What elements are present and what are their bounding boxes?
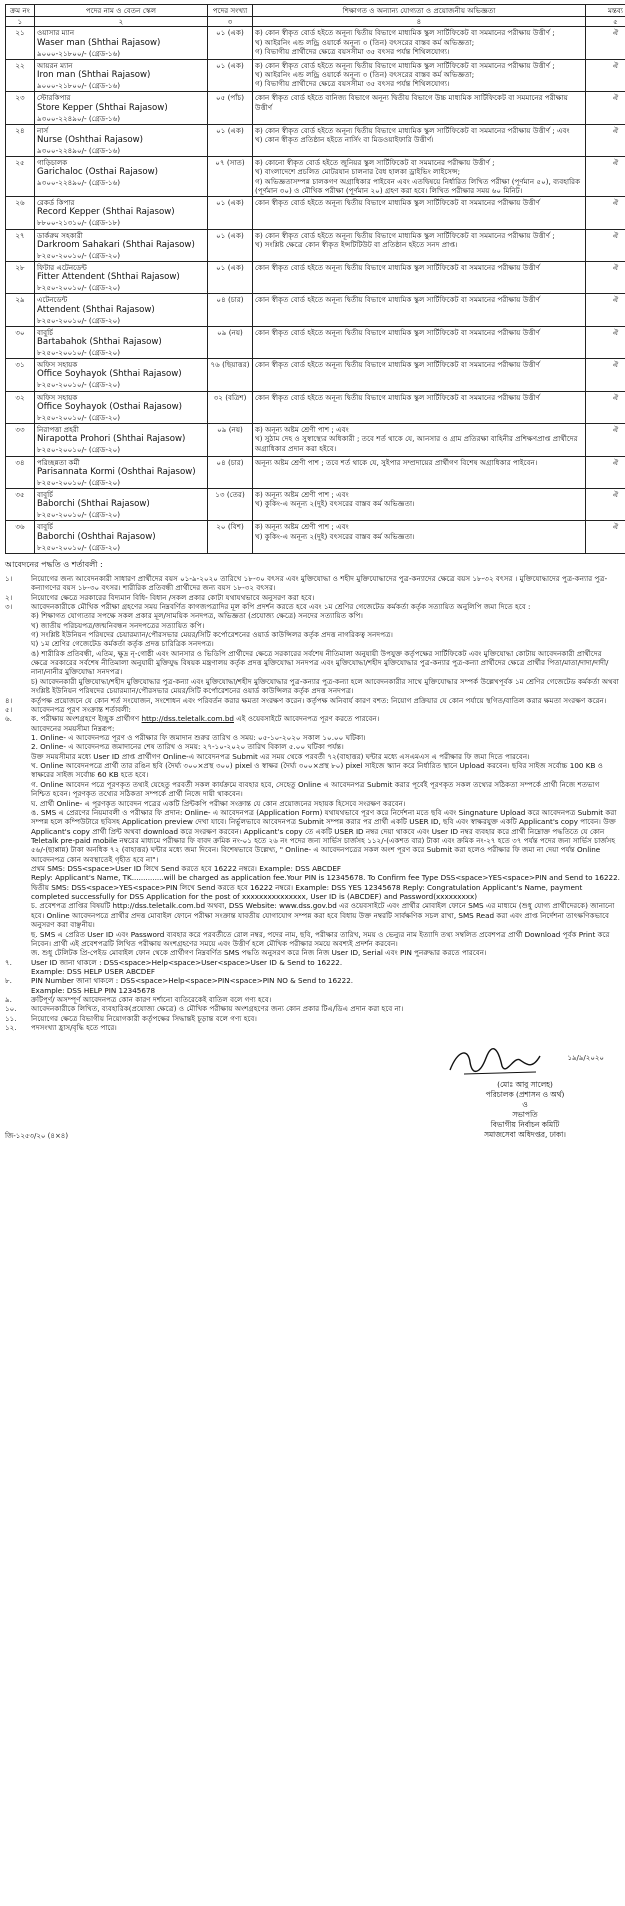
row-serial: ২৬ <box>6 197 35 229</box>
term-item <box>5 574 620 593</box>
header-post-name: পদের নাম ও বেতন স্কেল <box>35 5 208 17</box>
term-number: ৮. <box>5 976 12 986</box>
row-qualification <box>253 27 586 59</box>
application-website-link[interactable]: http://dss.teletalk.com.bd <box>141 714 234 724</box>
row-post-count: ০১ (এক) <box>208 124 253 156</box>
qualification-line: ক) অনূন্য অষ্টম শ্রেণী পাশ ; এবং <box>255 522 349 532</box>
post-name-bn: এটেনডেন্ট <box>37 295 68 305</box>
post-name-en: Garichaloc (Osthai Rajasow) <box>37 167 159 178</box>
row-post-name-cell <box>35 59 208 91</box>
row-qualification <box>253 124 586 156</box>
term-item <box>5 883 620 902</box>
term-item <box>5 976 620 985</box>
post-name-en: Attendent (Shthai Rajasow) <box>37 304 155 315</box>
post-name-en: Darkroom Sahakari (Shthai Rajasow) <box>37 239 195 250</box>
table-row <box>6 59 625 91</box>
qualification-line: কোন স্বীকৃত বোর্ড হইতে অনূন্য দ্বিতীয় বিভাগে মাধ্যমিক স্কুল সার্টিফিকেট বা সমমানের পরীক্ষায় উত্তীর্ণ <box>255 262 540 272</box>
row-serial: ৩১ <box>6 359 35 391</box>
qualification-line: ক) অনূন্য অষ্টম শ্রেণী পাশ ; এবং <box>255 490 349 499</box>
post-pay-scale: ৮২৫০-২০০১০/- (গ্রেড-২০) <box>37 283 121 293</box>
term-text: User ID জানা থাকলে : DSS<space>Help<space>User<space>User ID & Send to 16222. <box>31 957 343 967</box>
post-name-en: Parisannata Kormi (Oshthai Rajasow) <box>37 466 196 477</box>
term-text: খ) জাতীয় পরিচয়পত্র/জন্মনিবন্ধন সনদপত্রের সত্যায়িত কপি। <box>31 620 205 630</box>
row-remarks: ঐ <box>586 229 625 261</box>
post-name-en: Record Kepper (Shthai Rajasow) <box>37 207 175 218</box>
row-qualification <box>253 261 586 293</box>
row-remarks: ঐ <box>586 197 625 229</box>
row-remarks: ঐ <box>586 521 625 553</box>
column-number: ১ <box>6 17 35 27</box>
signatory <box>440 1044 610 1140</box>
post-pay-scale: ৯০০০-২১৮০০/- (গ্রেড-১৬) <box>37 48 121 58</box>
signatory-title: পরিচালক (প্রশাসন ও অর্থ) <box>485 1090 565 1100</box>
post-pay-scale: ৮২৫০-২০০১০/- (গ্রেড-২০) <box>37 380 121 390</box>
header-remarks: মন্তব্য <box>586 5 625 17</box>
term-text: কর্তৃপক্ষ প্রয়োজনে যে কোন শর্ত সংযোজন, সংশোধন এবং পরিবর্তন করার ক্ষমতা সংরক্ষণ করেন। কর্তৃপক্ষ অনিবার্য কারণ বশত: নিয়োগ প্রক্রিয়ার যে কোন পর্যায়ে স্থগিত/বাতিল করার ক্ষমতা সংরক্ষণ করেন। <box>31 695 607 705</box>
term-item <box>5 986 620 995</box>
term-text: ক্রটিপূর্ণ/ অসম্পূর্ণ আবেদনপত্র কোন কারণ দর্শানো ব্যতিরেকেই বাতিল বলে গণ্য হবে। <box>31 995 272 1005</box>
term-text: জ. শুধু টেলিটক প্রি-পেইড মোবাইল ফোন থেকে প্রার্থীগণ নিম্নবর্ণিত SMS পদ্ধতি অনুসরণ করে নিজ নিজ User ID, Serial এবং PIN পুনরুদ্ধার করতে পারবেন। <box>31 948 487 958</box>
row-serial: ২৫ <box>6 157 35 197</box>
post-pay-scale: ৮২৫০-২০০১০/- (গ্রেড-২০) <box>37 412 121 422</box>
term-number: ৬. <box>5 714 12 724</box>
row-serial: ৩২ <box>6 391 35 423</box>
post-name-en: Bartabahok (Shthai Rajasow) <box>37 337 162 348</box>
row-remarks: ঐ <box>586 92 625 124</box>
row-qualification <box>253 92 586 124</box>
term-item <box>5 1023 620 1032</box>
row-post-count: ০৯ (নয়) <box>208 326 253 358</box>
row-post-name-cell <box>35 294 208 326</box>
row-qualification <box>253 229 586 261</box>
term-item <box>5 1004 620 1013</box>
row-post-name-cell <box>35 261 208 293</box>
term-item <box>5 808 620 864</box>
table-row <box>6 157 625 197</box>
row-remarks: ঐ <box>586 391 625 423</box>
row-qualification <box>253 521 586 553</box>
term-text: আবেদনকারীকে লিখিত, ব্যবহারিক(প্রযোজ্য ক্ষেত্রে) ও মৌখিক পরীক্ষায় অংশগ্রহণের জন্য কোন প্রকার টিএ/ডিএ প্রদান করা হবে না। <box>31 1004 404 1014</box>
footer-code: জি-১২৫৩/২০ (৪×৪) <box>5 1132 69 1141</box>
term-item <box>5 799 620 808</box>
post-name-en: Nirapotta Prohori (Shthai Rajasow) <box>37 434 186 445</box>
row-post-name-cell <box>35 391 208 423</box>
post-name-en: Fitter Attendent (Shthai Rajasow) <box>37 272 180 283</box>
post-name-bn: পরিচ্ছন্নতা কর্মী <box>37 457 80 467</box>
post-pay-scale: ৯৩০০-২২৪৯০/- (গ্রেড-১৬) <box>37 145 121 155</box>
post-name-bn: ওয়াসার ম্যান <box>37 28 75 38</box>
row-remarks: ঐ <box>586 59 625 91</box>
qualification-line: কোন স্বীকৃত বোর্ড হইতে অনূন্য দ্বিতীয় বিভাগে মাধ্যমিক স্কুল সার্টিফিকেট বা সমমানের পরীক্ষায় উত্তীর্ণ <box>255 392 540 402</box>
qualification-line: খ) আইরনিং এন্ড লন্ড্রি ওয়ার্কে অনূন্য ৩ (তিন) বৎসরের বাস্তব কর্ম অভিজ্ঞতা; <box>255 37 475 47</box>
post-name-bn: বাবুর্চি <box>37 490 54 499</box>
qualification-line: গ) অভিজ্ঞতাসম্পন্ন চালকগণ অগ্রাধিকার পাইবেন এবং এতদ্বিষয়ে নির্ধারিত লিখিত পরীক্ষা (পূর্ণমান ৫০), ব্যবহারিক (পূর্ণমান ৩০) ও মৌখিক পরীক্ষা (পূর্ণমান ২০) গ্রহণ করা হবে। লিখিত পরীক্ষার সময় ৬০ মিনিট। <box>255 176 581 195</box>
qualification-line: ক) কোন স্বীকৃত বোর্ড হইতে অনূন্য দ্বিতীয় বিভাগে মাধ্যমিক স্কুল সার্টিফিকেট বা সমমানের পরীক্ষায় উত্তীর্ণ ; <box>255 60 555 70</box>
table-row <box>6 424 625 456</box>
row-qualification <box>253 59 586 91</box>
row-post-name-cell <box>35 359 208 391</box>
term-text: Reply: Applicant's Name, TK..............will be charged as application fee.Your PIN is 12345678. To Confirm fee Type DSS<space>YES<space>PIN and Send to 16222. <box>31 873 620 883</box>
term-item <box>5 696 620 705</box>
qualification-line: খ) কুকিং-এ অনূন্য ২(দুই) বৎসরের বাস্তব কর্ম অভিজ্ঞতা। <box>255 499 415 509</box>
header-serial: ক্রম নং <box>6 5 35 17</box>
table-body <box>6 27 625 553</box>
term-item <box>5 611 620 620</box>
row-post-count: ০৪ (চার) <box>208 456 253 488</box>
term-item <box>5 742 620 751</box>
row-post-count: ১৩ (তের) <box>208 489 253 521</box>
post-pay-scale: ৮৮০০-২১৩১০/- (গ্রেড-১৮) <box>37 218 121 228</box>
term-item <box>5 1014 620 1023</box>
qualification-line: কোন স্বীকৃত বোর্ড হইতে অনূন্য দ্বিতীয় বিভাগে মাধ্যমিক স্কুল সার্টিফিকেট বা সমমানের পরীক্ষায় উত্তীর্ণ <box>255 327 540 337</box>
qualification-line: ক) কোনো স্বীকৃত বোর্ড হইতে জুনিয়র স্কুল সার্টিফিকেট বা সমমানের পরীক্ষায় উত্তীর্ণ ; <box>255 158 495 168</box>
post-pay-scale: ৮২৫০-২০০১০/- (গ্রেড-২০) <box>37 348 121 358</box>
signatory-conjunction: ও <box>522 1100 528 1110</box>
term-item <box>5 948 620 957</box>
term-text: 1. Online- এ আবেদনপত্র পূরণ ও পরীক্ষার ফি জমাদান শুরুর তারিখ ও সময়: ০৫-১০-২০২০ সকাল ১০.০০ ঘটিকা। <box>31 732 366 742</box>
term-item <box>5 901 620 929</box>
signatory-office: সমাজসেবা অধিদপ্তর, ঢাকা। <box>484 1130 566 1140</box>
header-qualification: শিক্ষাগত ও অন্যান্য যোগ্যতা ও প্রয়োজনীয় অভিজ্ঞতা <box>253 5 586 17</box>
term-item <box>5 621 620 630</box>
table-row <box>6 326 625 358</box>
row-post-count: ৭৬ (ছিয়াত্তর) <box>208 359 253 391</box>
row-remarks: ঐ <box>586 456 625 488</box>
row-post-name-cell <box>35 424 208 456</box>
post-name-bn: বাবুর্চি <box>37 522 54 532</box>
post-pay-scale: ৯৩০০-২২৪৯০/- (গ্রেড-১৬) <box>37 113 121 123</box>
qualification-line: খ) সুঠাম দেহ ও সুস্বাস্থ্যের অধিকারী ; তবে শর্ত থাকে যে, আনসার ও গ্রাম প্রতিরক্ষা বাহিনীর প্রশিক্ষণপ্রাপ্ত প্রার্থীদের অগ্রাধিকার প্রদান করা হইবে। <box>255 434 578 453</box>
term-item <box>5 873 620 882</box>
table-row <box>6 92 625 124</box>
term-text: আবেদনকারীকে মৌখিক পরীক্ষা গ্রহণের সময় নিম্নবর্ণিত কাগজপত্রাদির মূল কপি প্রদর্শন করতে হবে এবং ১ম শ্রেণির গেজেটেড কর্মকর্তা কর্তৃক সত্যায়িত অনুলিপি জমা দিতে হবে : <box>31 601 531 611</box>
row-serial: ২৯ <box>6 294 35 326</box>
row-post-name-cell <box>35 489 208 521</box>
post-name-bn: বাবুর্চি <box>37 327 54 337</box>
row-post-name-cell <box>35 521 208 553</box>
row-post-count: ০১ (এক) <box>208 59 253 91</box>
term-text: গ) সংশ্লিষ্ট ইউনিয়ন পরিষদের চেয়ারম্যান/পৌরসভার মেয়র/সিটি কর্পোরেশনের ওয়ার্ড কাউন্সিলর কর্তৃক প্রদত্ত নাগরিকত্ব সনদপত্র। <box>31 630 393 640</box>
document-page <box>5 0 624 1144</box>
qualification-line: কোন স্বীকৃত বোর্ড হইতে অনূন্য দ্বিতীয় বিভাগে মাধ্যমিক স্কুল সার্টিফিকেট বা সমমানের পরীক্ষায় উত্তীর্ণ <box>255 198 540 208</box>
term-item <box>5 733 620 742</box>
term-text: Example: DSS HELP USER ABCDEF <box>31 966 155 976</box>
row-remarks: ঐ <box>586 359 625 391</box>
qualification-line: খ) আইরনিং এন্ড লন্ড্রি ওয়ার্কে অনূন্য ৩ (তিন) বৎসরের বাস্তব কর্ম অভিজ্ঞতা; <box>255 70 475 80</box>
term-text: 2. Online- এ আবেদনপত্র জমাদানের শেষ তারিখ ও সময়: ২৭-১০-২০২০ তারিখ বিকাল ৫.০০ ঘটিকা পর্যন্ত। <box>31 742 344 752</box>
post-name-en: Office Soyhayok (Osthai Rajasow) <box>37 401 182 412</box>
qualification-line: ক) কোন স্বীকৃত বোর্ড হইতে অনূন্য দ্বিতীয় বিভাগে মাধ্যমিক স্কুল সার্টিফিকেট বা সমমানের পরীক্ষায় উত্তীর্ণ ; এবং <box>255 125 570 135</box>
row-qualification <box>253 294 586 326</box>
post-name-bn: নার্স <box>37 125 49 135</box>
term-item <box>5 761 620 780</box>
term-text: নিয়োগের ক্ষেত্রে বিভাগীয় নিয়োগকারী কর্তৃপক্ষের সিদ্ধান্তই চূড়ান্ত বলে গণ্য হবে। <box>31 1013 257 1023</box>
post-name-bn: স্টোরকিপার <box>37 93 71 103</box>
row-qualification <box>253 157 586 197</box>
term-item <box>5 649 620 677</box>
qualification-line: অনূন্য অষ্টম শ্রেণী পাশ ; তবে শর্ত থাকে যে, সুইপার সম্প্রদায়ের প্রার্থীগণ বিশেষ অগ্রাধিকার পাইবেন। <box>255 457 538 467</box>
terms-list <box>5 574 620 1033</box>
post-name-en: Waser man (Shthai Rajasow) <box>37 37 161 48</box>
post-name-bn: অফিস সহায়ক <box>37 392 78 402</box>
term-item <box>5 639 620 648</box>
row-serial: ২৭ <box>6 229 35 261</box>
column-number: ৪ <box>253 17 586 27</box>
table-row <box>6 294 625 326</box>
row-post-count: ০১ (এক) <box>208 229 253 261</box>
row-serial: ২৪ <box>6 124 35 156</box>
post-name-en: Office Soyhayok (Shthai Rajasow) <box>37 369 182 380</box>
row-post-count: ০৪ (চার) <box>208 294 253 326</box>
column-number: ৩ <box>208 17 253 27</box>
table-row <box>6 359 625 391</box>
row-post-name-cell <box>35 27 208 59</box>
row-qualification <box>253 489 586 521</box>
term-text: গ. Online আবেদন পত্রে পূরণকৃত তথ্যই যেহেতু পরবর্তী সকল কার্যক্রমে ব্যবহার হবে, সেহেতু Online এ আবেদনপত্র Submit করার পূর্বেই পূরণকৃত সকল তথ্যের সঠিকতা সম্পর্কে প্রার্থী নিজে শতভাগ নিশ্চিত হবেন। পূরণকৃত তথ্যের সঠিকতা সম্পর্কে প্রার্থী নিজে দায়ী থাকবেন। <box>31 779 600 799</box>
row-post-count: ০৫ (পাঁচ) <box>208 92 253 124</box>
term-text: দ্বিতীয় SMS: DSS<space>YES<space>PIN লিখে Send করতে হবে 16222 নম্বরে। Example: DSS YES 12345678 Reply: Congratulation Applicant's Name, payment completed successfully for DSS Application for the post of xxxxxxxxxxxxxxx, User ID is (ABCDEF) and Password(xxxxxxxxx) <box>31 882 583 902</box>
column-number: ৫ <box>586 17 625 27</box>
post-name-en: Baborchi (Oshthai Rajasow) <box>37 531 156 542</box>
row-serial: ৩০ <box>6 326 35 358</box>
post-pay-scale: ৯৩০০-২২৪৯০/- (গ্রেড-১৬) <box>37 178 121 188</box>
post-pay-scale: ৮২৫০-২০০১০/- (গ্রেড-২০) <box>37 510 121 520</box>
qualification-line: ক) অনূন্য অষ্টম শ্রেণী পাশ ; এবং <box>255 425 349 435</box>
row-serial: ৩৩ <box>6 424 35 456</box>
term-item <box>5 705 620 714</box>
post-name-bn: নিরাপত্তা প্রহরী <box>37 425 79 435</box>
qualification-line: কোন স্বীকৃত বোর্ড হইতে অনূন্য দ্বিতীয় বিভাগে মাধ্যমিক স্কুল সার্টিফিকেট বা সমমানের পরীক্ষায় উত্তীর্ণ <box>255 295 540 305</box>
post-name-bn: আয়রন ম্যান <box>37 60 73 70</box>
table-row <box>6 391 625 423</box>
qualification-line: খ) কুকিং-এ অনূন্য ২(দুই) বৎসরের বাস্তব কর্ম অভিজ্ঞতা। <box>255 531 415 541</box>
qualification-line: খ) সংশ্লিষ্ট ক্ষেত্রে কোন স্বীকৃত ইন্সটিটিউট বা প্রতিষ্ঠান হইতে সনদ প্রাপ্ত। <box>255 239 458 249</box>
row-remarks: ঐ <box>586 294 625 326</box>
row-serial: ২৩ <box>6 92 35 124</box>
post-name-bn: ফিটার এটেনডেন্ট <box>37 262 87 272</box>
row-remarks: ঐ <box>586 326 625 358</box>
row-serial: ২৮ <box>6 261 35 293</box>
post-pay-scale: ৮২৫০-২০০১০/- (গ্রেড-২০) <box>37 315 121 325</box>
term-text: পদসংখ্যা হ্রাস/বৃদ্ধি হতে পারে। <box>31 1023 117 1033</box>
row-post-name-cell <box>35 229 208 261</box>
term-number: ১২. <box>5 1023 17 1033</box>
term-text: আবেদনপত্র পূরণ সংক্রান্ত শর্তাবলী: <box>31 704 131 714</box>
row-remarks: ঐ <box>586 261 625 293</box>
table-row <box>6 261 625 293</box>
term-text: আবেদনের সময়সীমা নিম্নরূপ: <box>31 723 115 733</box>
row-post-name-cell <box>35 326 208 358</box>
signatory-name: (মোঃ আবু সালেহ) <box>497 1080 553 1090</box>
row-post-name-cell <box>35 456 208 488</box>
row-qualification <box>253 326 586 358</box>
post-name-en: Nurse (Oshthai Rajasow) <box>37 134 143 145</box>
term-text: ঙ) শারীরিক প্রতিবন্ধী, এতিম, ক্ষুদ্র নৃ-গোষ্ঠী এবং আনসার ও ভিডিপি প্রার্থীদের ক্ষেত্রে সরকারের সর্বশেষ নীতিমালা অনুযায়ী উপযুক্ত কর্তৃপক্ষের সার্টিফিকেট এবং মুক্তিযোদ্ধা কোটায় আবেদনকারী প্রার্থীদের ক্ষেত্রে সরকারের সর্বশেষ নীতিমালা অনুযায়ী মুক্তিযুদ্ধ বিষয়ক মন্ত্রণালয় কর্তৃক প্রদত্ত মুক্তিযোদ্ধা সনদপত্র এবং মুক্তিযোদ্ধা/শহীদ মুক্তিযোদ্ধার পুত্র-কন্যার পুত্র-কন্যা প্রার্থীদের ক্ষেত্রে প্রার্থীর পিতা/মাতা/দাদা/দাদী/নানা/নানীর মুক্তিযোদ্ধা সনদপত্র। <box>31 648 609 677</box>
row-qualification <box>253 359 586 391</box>
post-pay-scale: ৮২৫০-২০০১০/- (গ্রেড-২০) <box>37 477 121 487</box>
row-post-name-cell <box>35 197 208 229</box>
term-text: Example: DSS HELP PIN 12345678 <box>31 985 156 995</box>
table-row <box>6 124 625 156</box>
signature-block <box>5 1044 620 1144</box>
term-text: PIN Number জানা থাকলে : DSS<space>Help<space>PIN<space>PIN NO & Send to 16222. <box>31 976 354 986</box>
term-text: ক) শিক্ষাগত যোগ্যতার সপক্ষে সকল প্রকার মূল/সাময়িক সনদপত্র, অভিজ্ঞতা (প্রযোজ্য ক্ষেত্রে) সনদের সত্যায়িত কপি। <box>31 611 363 621</box>
posts-table <box>5 4 625 554</box>
term-item <box>5 677 620 696</box>
row-post-name-cell <box>35 124 208 156</box>
post-pay-scale: ৮২৫০-২০০১০/- (গ্রেড-২০) <box>37 445 121 455</box>
row-qualification <box>253 456 586 488</box>
signatory-committee: বিভাগীয় নির্বাচন কমিটি <box>490 1120 560 1130</box>
row-serial: ৩৫ <box>6 489 35 521</box>
term-number: ২। <box>5 592 13 602</box>
row-post-count: ০১ (এক) <box>208 261 253 293</box>
post-pay-scale: ৮২৫০-২০০১০/- (গ্রেড-২০) <box>37 542 121 552</box>
table-row <box>6 456 625 488</box>
row-post-count: ৩২ (বত্রিশ) <box>208 391 253 423</box>
term-number: ৯. <box>5 995 12 1005</box>
term-text: নিয়োগের জন্য আবেদনকারী সাধারণ প্রার্থীদের বয়স ০১-৯-২০২০ তারিখে ১৮-৩০ বৎসর এবং মুক্তিযোদ্ধা ও শহীদ মুক্তিযোদ্ধাদের পুত্র-কন্যাদের ক্ষেত্রে বয়স ১৮-৩২ বৎসর । মুক্তিযোদ্ধাদের পুত্র-কন্যার পুত্র-কন্যাগণের বয়স ১৮-৩০ বৎসর। শারীরিক প্রতিবন্ধী প্রার্থীদের জন্য বয়স ১৮-৩২ বৎসর। <box>31 573 608 593</box>
row-post-count: ০১ (এক) <box>208 197 253 229</box>
term-item <box>5 780 620 799</box>
table-row <box>6 489 625 521</box>
qualification-line: গ) বিভাগীয় প্রার্থীদের ক্ষেত্রে বয়সসীমা ৩৫ বৎসর পর্যন্ত শিথিলযোগ্য। <box>255 46 450 56</box>
qualification-line: ক) কোন স্বীকৃত বোর্ড হইতে অনূন্য দ্বিতীয় বিভাগে মাধ্যমিক স্কুল সার্টিফিকেট বা সমমানের পরীক্ষায় উত্তীর্ণ ; <box>255 230 555 240</box>
table-row <box>6 229 625 261</box>
qualification-line: কোন স্বীকৃত বোর্ড হইতে অনূন্য দ্বিতীয় বিভাগে মাধ্যমিক স্কুল সার্টিফিকেট বা সমমানের পরীক্ষায় উত্তীর্ণ <box>255 360 540 370</box>
row-qualification <box>253 391 586 423</box>
term-text: ঘ) ১ম শ্রেণির গেজেটেড কর্মকর্তা কর্তৃক প্রদত্ত চারিত্রিক সনদপত্র। <box>31 639 214 649</box>
term-item <box>5 752 620 761</box>
qualification-line: গ) বিভাগীয় প্রার্থীদের ক্ষেত্রে বয়সসীমা ৩৫ বৎসর পর্যন্ত শিথিলযোগ্য। <box>255 79 450 89</box>
signature-date: ১৯/৯/২০২০ <box>567 1054 604 1063</box>
term-text: ছ. SMS এ প্রেরিত User ID এবং Password ব্যবহার করে পরবর্তীতে রোল নম্বর, পদের নাম, ছবি, পরীক্ষার তারিখ, সময় ও ভেন্যুর নাম ইত্যাদি তথ্য সম্বলিত প্রবেশপত্র প্রার্থী Download পূর্বক Print করে নিবেন। প্রার্থী এই প্রবেশপত্রটি লিখিত পরীক্ষায় অংশগ্রহণের সময়ে এবং উত্তীর্ণ হলে মৌখিক পরীক্ষার সময়ে অবশ্যই প্রদর্শন করবেন। <box>31 929 610 948</box>
row-post-count: ২০ (বিশ) <box>208 521 253 553</box>
post-name-bn: ডার্করুম সহকারী <box>37 230 83 240</box>
row-serial: ২১ <box>6 27 35 59</box>
term-text: ঘ. প্রার্থী Online- এ পূরণকৃত আবেদন পত্রের একটি প্রিন্টকপি পরীক্ষা সংক্রান্ত যে কোন প্রয়োজনের সহায়ক হিসেবে সংরক্ষণ করবেন। <box>31 798 406 808</box>
term-number: ৫। <box>5 704 13 714</box>
term-text: প্রথম SMS: DSS<space>User ID লিখে Send করতে হবে 16222 নম্বরে। Example: DSS ABCDEF <box>31 864 342 874</box>
terms-title: আবেদনের পদ্ধতি ও শর্তাবলী : <box>5 559 103 569</box>
column-number: ২ <box>35 17 208 27</box>
term-item <box>5 864 620 873</box>
header-post-count: পদের সংখ্যা <box>208 5 253 17</box>
row-post-name-cell <box>35 92 208 124</box>
term-item <box>5 602 620 611</box>
post-pay-scale: ৯০০০-২১৮০০/- (গ্রেড-১৬) <box>37 81 121 91</box>
term-number: ১। <box>5 573 13 583</box>
row-remarks: ঐ <box>586 489 625 521</box>
term-item <box>5 995 620 1004</box>
row-post-count: ০৭ (সাত) <box>208 157 253 197</box>
row-qualification <box>253 197 586 229</box>
qualification-line: খ) কোন স্বীকৃত প্রতিষ্ঠান হইতে নার্সিং বা মিডওয়াইফারি উত্তীর্ণ। <box>255 134 434 144</box>
term-text: ঙ. SMS এ প্রেরণের নিয়মাবলী ও পরীক্ষার ফি প্রদান: Online- এ আবেদনপত্র (Application Form) যথাযথভাবে পূরণ করে নির্দেশনা মতে ছবি এবং Singnature Upload করে আবেদনপত্র Submit করা সম্পন্ন হলে কম্পিউটারে ছবিসহ Application preview দেখা যাবে। নির্ভুলভাবে আবেদনপত্র Submit সম্পন্ন করার পর প্রার্থী একটি USER ID, ছবি এবং স্বাক্ষরযুক্ত একটি Applicant's copy পাবেন। উক্ত Applicant's copy প্রার্থী প্রিন্ট অথবা download করে সংরক্ষণ করবেন। Applicant's copy তে একটি USER ID নম্বর দেয়া থাকবে এবং User ID নম্বর ব্যবহার করে প্রার্থী নিম্নোক্ত পদ্ধতিতে যে কোন Teletalk pre-paid mobile নম্বরের মাধ্যমে পরীক্ষার ফি বাবদ ক্রমিক নং-০১ হতে ২৬ নং পদের জন্য সার্ভিস চার্জসহ ১১২/-(একশত বার) টাকা এবং ক্রমিক নং-২৭ হতে ৩৭ পর্যন্ত পদের জন্য সার্ভিস চার্জসহ ৫৬/-(ছাপ্পান্ন) টাকা অনধিক ৭২ (বাহাত্তর) ঘন্টার মধ্যে জমা দিবেন। বিশেষভাবে উল্লেখ্য, " Online- এ আবেদনপত্রের সকল অংশ পূরণ করে Submit করা হলেও পরীক্ষার ফি জমা না দেয়া পর্যন্ত Online আবেদনপত্র কোন অবস্থাতেই গৃহীত হবে না"। <box>31 807 617 864</box>
post-name-en: Store Kepper (Shthai Rajasow) <box>37 102 168 113</box>
term-text: নিয়োগের ক্ষেত্রে সরকারের বিদ্যমান বিধি- বিধান /সকল প্রকার কোটা যথাযথভাবে অনুসরণ করা হবে। <box>31 592 315 602</box>
signatory-role: সভাপতি <box>512 1110 538 1120</box>
row-remarks: ঐ <box>586 157 625 197</box>
term-text: খ. Online আবেদনপত্রে প্রার্থী তার রঙিন ছবি (দৈর্ঘ্য ৩০০×প্রস্থ ৩০০) pixel ও স্বাক্ষর (দৈর্ঘ্য ৩০০×প্রস্থ ৮০) pixel সাইজে স্ক্যান করে নির্ধারিত স্থানে Upload করবেন। ছবির সাইজ সর্বোচ্চ 100 KB ও স্বাক্ষরের সাইজ সর্বোচ্চ 60 KB হতে হবে। <box>31 761 603 780</box>
table-row <box>6 27 625 59</box>
table-row <box>6 197 625 229</box>
term-text: ক. পরীক্ষায় অংশগ্রহণে ইচ্ছুক প্রার্থীগণ http://dss.teletalk.com.bd এই ওয়েবসাইটে আবেদনপত্র পূরণ করতে পারবেন। <box>31 714 380 724</box>
term-item <box>5 958 620 967</box>
row-remarks: ঐ <box>586 424 625 456</box>
term-number: ১০. <box>5 1004 17 1014</box>
table-column-number-row <box>6 17 625 27</box>
row-qualification <box>253 424 586 456</box>
term-item <box>5 930 620 949</box>
row-post-name-cell <box>35 157 208 197</box>
post-pay-scale: ৮২৫০-২০০১০/- (গ্রেড-২০) <box>37 250 121 260</box>
row-remarks: ঐ <box>586 124 625 156</box>
term-number: ৭. <box>5 957 12 967</box>
qualification-line: কোন স্বীকৃত বোর্ড হইতে বানিজ্য বিভাগে অনূন্য দ্বিতীয় বিভাগে উচ্চ মাধ্যমিক সার্টিফিকেট বা সমমানের পরীক্ষায় উত্তীর্ণ <box>255 93 568 112</box>
table-header-row <box>6 5 625 17</box>
term-text: চ) আবেদনকারী মুক্তিযোদ্ধা/শহীদ মুক্তিযোদ্ধার পুত্র-কন্যা এবং মুক্তিযোদ্ধা/শহীদ মুক্তিযোদ্ধার পুত্র-কন্যার পুত্র-কন্যা হলে আবেদনকারীর সাথে মুক্তিযোদ্ধার সম্পর্ক উল্লেখপূর্বক ১ম শ্রেণির গেজেটেড কর্মকর্তা অথবা সংশ্লিষ্ট ইউনিয়ন পরিষদের চেয়ারম্যান/পৌরসভার মেয়র/সিটি কর্পোরেশনের ওয়ার্ড কাউন্সিলর কর্তৃক প্রদত্ত সনদপত্র। <box>31 676 619 696</box>
post-name-en: Baborchi (Shthai Rajasow) <box>37 499 150 510</box>
row-serial: ৩৬ <box>6 521 35 553</box>
term-item <box>5 630 620 639</box>
post-name-bn: রেকর্ড কিপার <box>37 198 75 208</box>
post-name-en: Iron man (Shthai Rajasow) <box>37 70 151 81</box>
row-post-count: ০৯ (নয়) <box>208 424 253 456</box>
handwritten-signature <box>440 1044 560 1080</box>
qualification-line: খ) বাংলাদেশে প্রচলিত মোটরযান চালনার বৈধ হালকা ড্রাইভিং লাইসেন্স; <box>255 167 461 177</box>
term-text: উক্ত সময়সীমার মধ্যে User ID প্রাপ্ত প্রার্থীগণ Online-এ আবেদনপত্র Submit এর সময় থেকে পরবর্তী ৭২(বাহাত্তর) ঘন্টার মধ্যে এসএমএস এ পরীক্ষার ফি জমা দিতে পারবেন। <box>31 751 530 761</box>
row-serial: ৩৪ <box>6 456 35 488</box>
term-number: ৪। <box>5 695 13 705</box>
post-name-bn: গাড়িচালক <box>37 158 68 168</box>
row-remarks: ঐ <box>586 27 625 59</box>
term-text: চ. প্রবেশপত্র প্রাপ্তির বিষয়টি http://dss.teletalk.com.bd অথবা, DSS Website: www.dss.gov.bd এর ওয়েবসাইটে এবং প্রার্থীর মোবাইল ফোনে SMS এর মাধ্যমে (শুধু যোগ্য প্রার্থীদেরকে) জানানো হবে। Online আবেদনপত্রে প্রার্থীর প্রদত্ত মোবাইল ফোনে পরীক্ষা সংক্রান্ত যাবতীয় যোগাযোগ সম্পন্ন করা হবে বিধায় উক্ত নম্বরটি সার্বক্ষণিক সচল রাখা, SMS Read করা এবং প্রাপ্ত নির্দেশনা তাৎক্ষণিকভাবে অনুসরণ করা বাঞ্ছনীয়। <box>31 901 615 930</box>
row-post-count: ০১ (এক) <box>208 27 253 59</box>
post-name-bn: অফিস সহায়ক <box>37 360 78 370</box>
row-serial: ২২ <box>6 59 35 91</box>
term-item <box>5 967 620 976</box>
qualification-line: ক) কোন স্বীকৃত বোর্ড হইতে অনূন্য দ্বিতীয় বিভাগে মাধ্যমিক স্কুল সার্টিফিকেট বা সমমানের পরীক্ষায় উত্তীর্ণ ; <box>255 28 555 38</box>
term-number: ৩। <box>5 601 13 611</box>
term-item <box>5 593 620 602</box>
term-number: ১১. <box>5 1013 17 1023</box>
table-row <box>6 521 625 553</box>
term-item <box>5 714 620 723</box>
term-item <box>5 724 620 733</box>
